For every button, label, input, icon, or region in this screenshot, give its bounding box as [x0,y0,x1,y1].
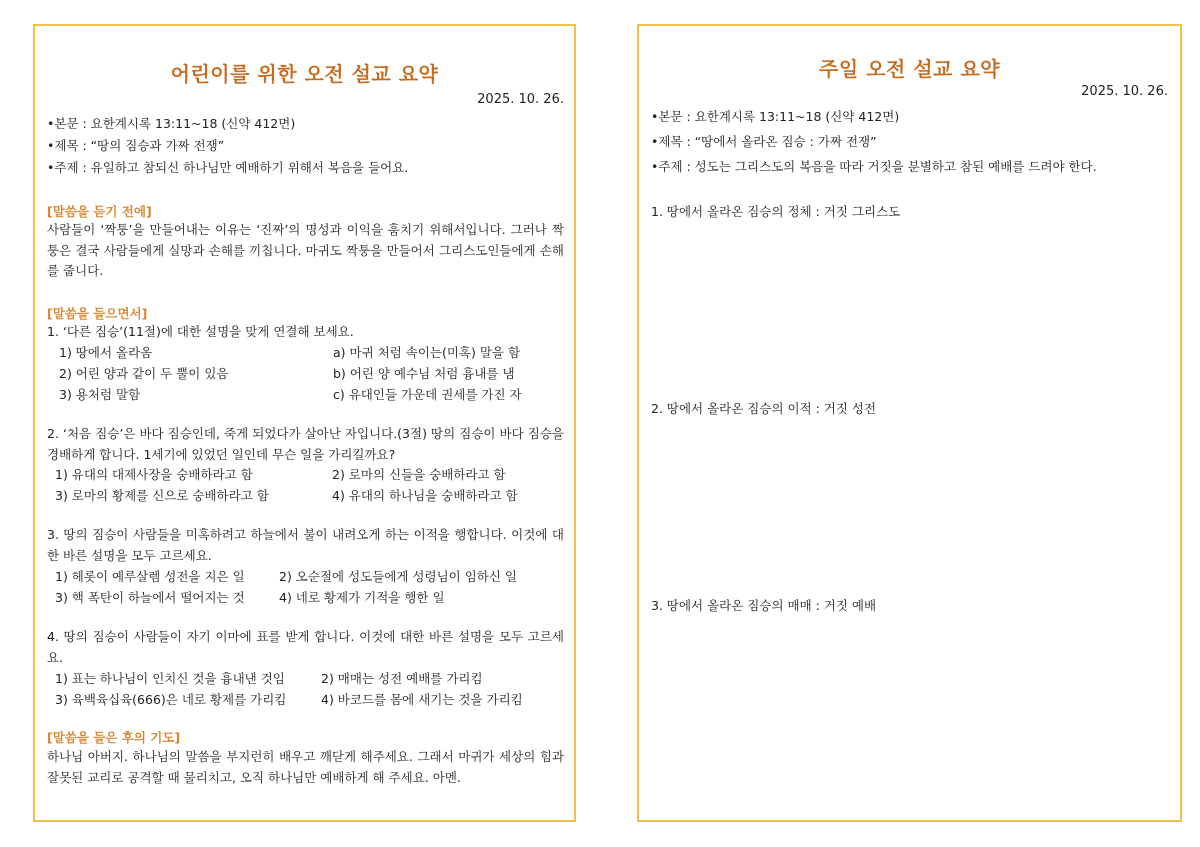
sermon-point-3: 3. 땅에서 올라온 짐승의 매매 : 거짓 예배 [651,598,877,613]
q2-option: 2) 로마의 신들을 숭배하라고 함 [332,467,506,482]
q2-option: 4) 유대의 하나님을 숭배하라고 함 [332,488,518,503]
q4-option: 2) 매매는 성전 예배를 가리킴 [321,671,483,686]
sunday-sermon-sheet [637,24,1182,822]
info-scripture: •본문 : 요한계시록 13:11~18 (신약 412면) [651,109,900,124]
q1-left-item: 2) 어린 양과 같이 두 뿔이 있음 [59,366,229,381]
page-title: 주일 오전 설교 요약 [819,57,1000,81]
info-title: •제목 : “땅의 짐승과 가짜 전쟁” [47,138,225,153]
children-sermon-sheet [33,24,576,822]
q3-option: 4) 네로 황제가 기적을 행한 일 [279,590,445,605]
info-theme: •주제 : 성도는 그리스도의 복음을 따라 거짓을 분별하고 참된 예배를 드려야 한다. [651,159,1097,174]
q4-option: 1) 표는 하나님이 인치신 것을 흉내낸 것임 [55,671,285,686]
q4-option: 3) 육백육십육(666)은 네로 황제를 가리킴 [55,692,287,707]
q1-right-item: c) 유대인들 가운데 권세를 가진 자 [333,387,522,402]
q1-left-item: 1) 땅에서 올라옴 [59,345,153,360]
sermon-point-1: 1. 땅에서 올라온 짐승의 정체 : 거짓 그리스도 [651,204,901,219]
info-title: •제목 : “땅에서 올라온 짐승 : 가짜 전쟁” [651,134,877,149]
q4-option: 4) 바코드를 몸에 새기는 것을 가리킴 [321,692,523,707]
q2-option: 3) 로마의 황제를 신으로 숭배하라고 함 [55,488,269,503]
page-title: 어린이를 위한 오전 설교 요약 [170,62,439,86]
section-after-sermon: [말씀을 들은 후의 기도] [47,730,181,745]
question-3: 3. 땅의 짐승이 사람들을 미혹하려고 하늘에서 불이 내려오게 하는 이적을 행합니다. 이것에 대한 바른 설명을 모두 고르세요. [47,527,564,563]
sermon-point-2: 2. 땅에서 올라온 짐승의 이적 : 거짓 성전 [651,401,877,416]
q3-option: 1) 헤롯이 예루살렘 성전을 지은 일 [55,569,245,584]
q1-right-item: a) 마귀 처럼 속이는(미혹) 말을 함 [333,345,521,360]
before-sermon-text: 사람들이 ‘짝퉁’을 만들어내는 이유는 ‘진짜’의 명성과 이익을 훔치기 위해서입니다. 그러나 짝퉁은 결국 사람들에게 실망과 손해를 끼칩니다. 마귀도 짝퉁을 만들어서 그리스도인들에게 손해를 줍니다. [47,222,564,278]
question-4: 4. 땅의 짐승이 사람들이 자기 이마에 표를 받게 합니다. 이것에 대한 바른 설명을 모두 고르세요. [47,629,564,665]
section-before-sermon: [말씀을 듣기 전에] [47,204,152,219]
info-theme: •주제 : 유일하고 참되신 하나님만 예배하기 위해서 복음을 들어요. [47,160,409,175]
q2-option: 1) 유대의 대제사장을 숭배하라고 함 [55,467,253,482]
question-2: 2. ‘처음 짐승’은 바다 짐승인데, 죽게 되었다가 살아난 자입니다.(3절) 땅의 짐승이 바다 짐승을 경배하게 합니다. 1세기에 있었던 일인데 무슨 일을 가리킬까요? [47,426,564,462]
sermon-date: 2025. 10. 26. [477,92,564,107]
question-1: 1. ‘다른 짐승’(11절)에 대한 설명을 맞게 연결해 보세요. [47,324,354,339]
q1-right-item: b) 어린 양 예수님 처럼 흉내를 냄 [333,366,515,381]
section-during-sermon: [말씀을 들으면서] [47,306,148,321]
q3-option: 3) 핵 폭탄이 하늘에서 떨어지는 것 [55,590,245,605]
q1-left-item: 3) 용처럼 말함 [59,387,141,402]
sermon-date: 2025. 10. 26. [1081,84,1168,99]
info-scripture: •본문 : 요한계시록 13:11~18 (신약 412면) [47,116,296,131]
q3-option: 2) 오순절에 성도들에게 성령님이 임하신 일 [279,569,517,584]
prayer-text: 하나님 아버지. 하나님의 말씀을 부지런히 배우고 깨닫게 해주세요. 그래서 마귀가 세상의 힘과 잘못된 교리로 공격할 때 물리치고, 오직 하나님만 예배하게 해 주세요. 아멘. [47,749,564,785]
